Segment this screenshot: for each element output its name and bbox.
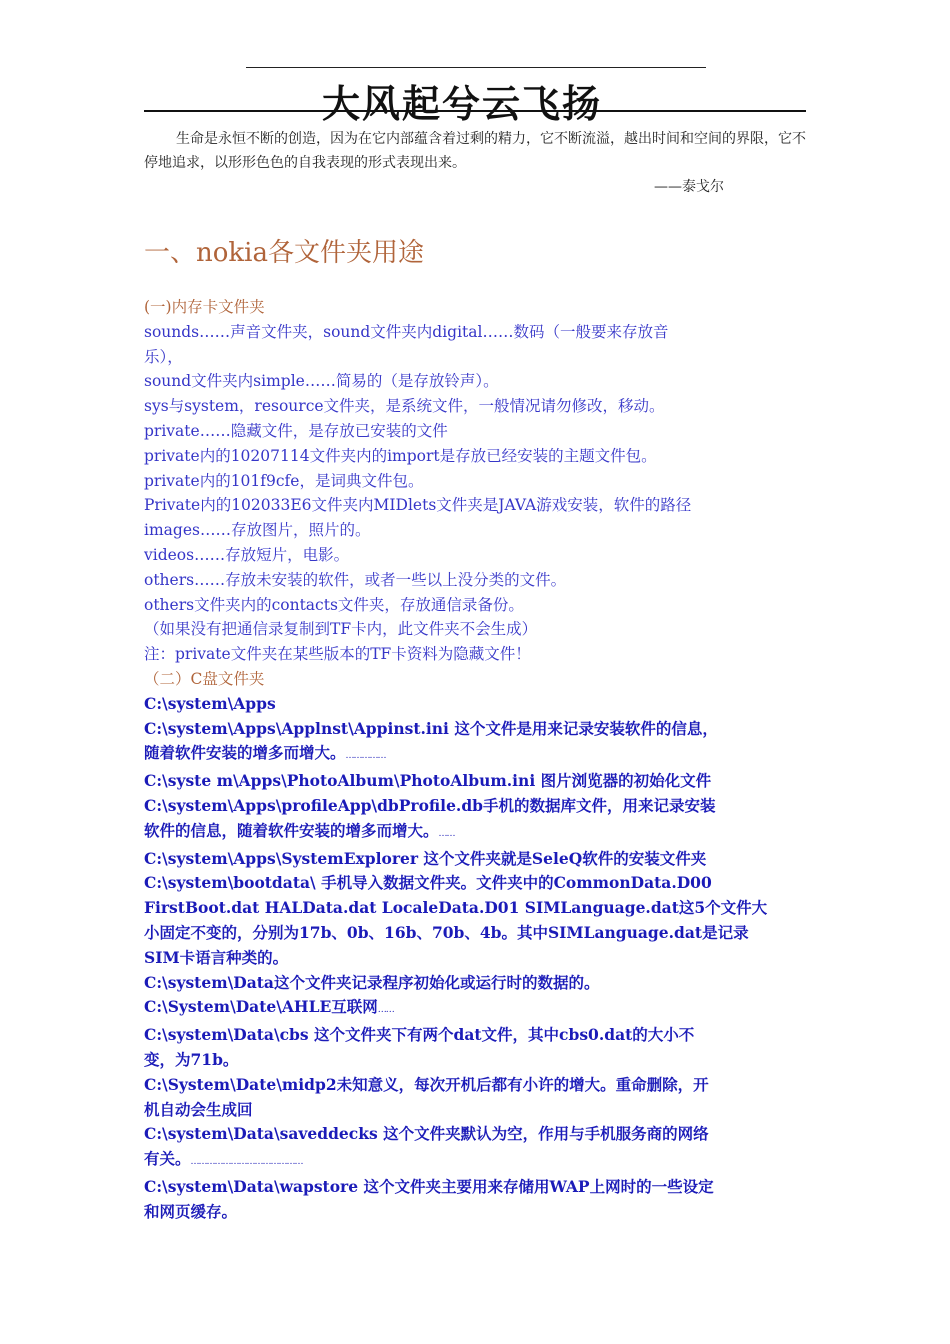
path-line: C:\system\Apps xyxy=(144,693,276,713)
path-line: C:\system\Apps\Applnst\Appinst.ini 这个文件是用来记录安装软件的信息， xyxy=(144,718,718,738)
subsection-title-memory-card: (一)内存卡文件夹 xyxy=(144,298,265,316)
top-rule xyxy=(246,67,706,68)
path-line: C:\system\Data\cbs 这个文件夹下有两个dat文件，其中cbs0.dat的大小不 xyxy=(144,1025,695,1045)
path-line: C:\System\Date\AHLE互联网…… xyxy=(144,997,394,1017)
path-line: C:\system\Data\wapstore 这个文件夹主要用来存储用WAP上网时的一些设定 xyxy=(144,1176,714,1196)
banner-title: 大风起兮云飞扬 xyxy=(322,81,603,126)
text-line: 注：private文件夹在某些版本的TF卡资料为隐藏文件！ xyxy=(144,645,531,664)
text-line: private内的10207114文件夹内的import是存放已经安装的主题文件包。 xyxy=(144,446,657,465)
section-heading: 一、nokia各文件夹用途 xyxy=(144,238,424,268)
text-line: sounds……声音文件夹，sound文件夹内digital……数码（一般要来存放音 xyxy=(144,322,669,341)
text-line: Private内的102033E6文件夹内MIDlets文件夹是JAVA游戏安装，软件的路径 xyxy=(144,496,692,515)
leader-dots: …… xyxy=(377,1005,394,1016)
path-line: C:\System\Date\midp2未知意义，每次开机后都有小许的增大。重命删除，开 xyxy=(144,1074,709,1094)
document-body xyxy=(144,295,810,1224)
text-line: sys与system，resource文件夹，是系统文件，一般情况请勿修改，移动。 xyxy=(144,397,665,416)
leader-dots: …………… xyxy=(345,751,386,762)
subsection-title-c-drive: （二）C盘文件夹 xyxy=(144,669,265,688)
text-line: private……隐藏文件，是存放已安装的文件 xyxy=(144,421,448,440)
text-line: （如果没有把通信录复制到TF卡内，此文件夹不会生成） xyxy=(144,620,538,639)
path-line: 和网页缓存。 xyxy=(144,1201,238,1221)
text-line: others……存放未安装的软件，或者一些以上没分类的文件。 xyxy=(144,570,567,589)
path-line: 小固定不变的，分别为17b、0b、16b、70b、4b。其中SIMLanguage.dat是记录 xyxy=(144,922,749,942)
text-line: videos……存放短片，电影。 xyxy=(144,545,350,564)
path-line: C:\system\Apps\SystemExplorer 这个文件夹就是SeleQ软件的安装文件夹 xyxy=(144,848,707,868)
path-line: C:\system\bootdata\ 手机导入数据文件夹。文件夹中的CommonData.D00 xyxy=(144,873,712,893)
leader-dots: …………………………………… xyxy=(190,1157,303,1168)
path-line: C:\system\Data这个文件夹记录程序初始化或运行时的数据的。 xyxy=(144,972,600,992)
text-line: 乐）， xyxy=(144,347,183,366)
leader-dots: …… xyxy=(438,828,455,839)
text-line: sound文件夹内simple……简易的（是存放铃声）。 xyxy=(144,372,499,391)
text-line: others文件夹内的contacts文件夹，存放通信录备份。 xyxy=(144,595,524,614)
quote-author: ——泰戈尔 xyxy=(654,179,724,195)
text-line: images……存放图片，照片的。 xyxy=(144,521,371,540)
banner-rule xyxy=(144,110,806,112)
path-line: 随着软件安装的增多而增大。…………… xyxy=(144,743,386,763)
path-line: C:\system\Data\saveddecks 这个文件夹默认为空，作用与手机服务商的网络 xyxy=(144,1124,709,1144)
quote-text: 生命是永恒不断的创造，因为在它内部蕴含着过剩的精力，它不断流溢，越出时间和空间的界限，它不停地追求，以形形色色的自我表现的形式表现出来。 xyxy=(144,131,806,171)
path-line: C:\syste m\Apps\PhotoAlbum\PhotoAlbum.ini 图片浏览器的初始化文件 xyxy=(144,771,712,791)
path-line: SIM卡语言种类的。 xyxy=(144,947,289,967)
path-line: 软件的信息，随着软件安装的增多而增大。…… xyxy=(144,820,455,840)
path-line: 机自动会生成回 xyxy=(144,1099,253,1119)
path-line: C:\system\Apps\profileApp\dbProfile.db手机的数据库文件，用来记录安装 xyxy=(144,795,716,815)
path-line: 有关。…………………………………… xyxy=(144,1149,303,1169)
path-line: 变，为71b。 xyxy=(144,1049,239,1069)
text-line: private内的101f9cfe，是词典文件包。 xyxy=(144,471,424,490)
c-drive-entries xyxy=(144,692,810,1225)
path-line: FirstBoot.dat HALData.dat LocaleData.D01 SIMLanguage.dat这5个文件大 xyxy=(144,898,768,918)
